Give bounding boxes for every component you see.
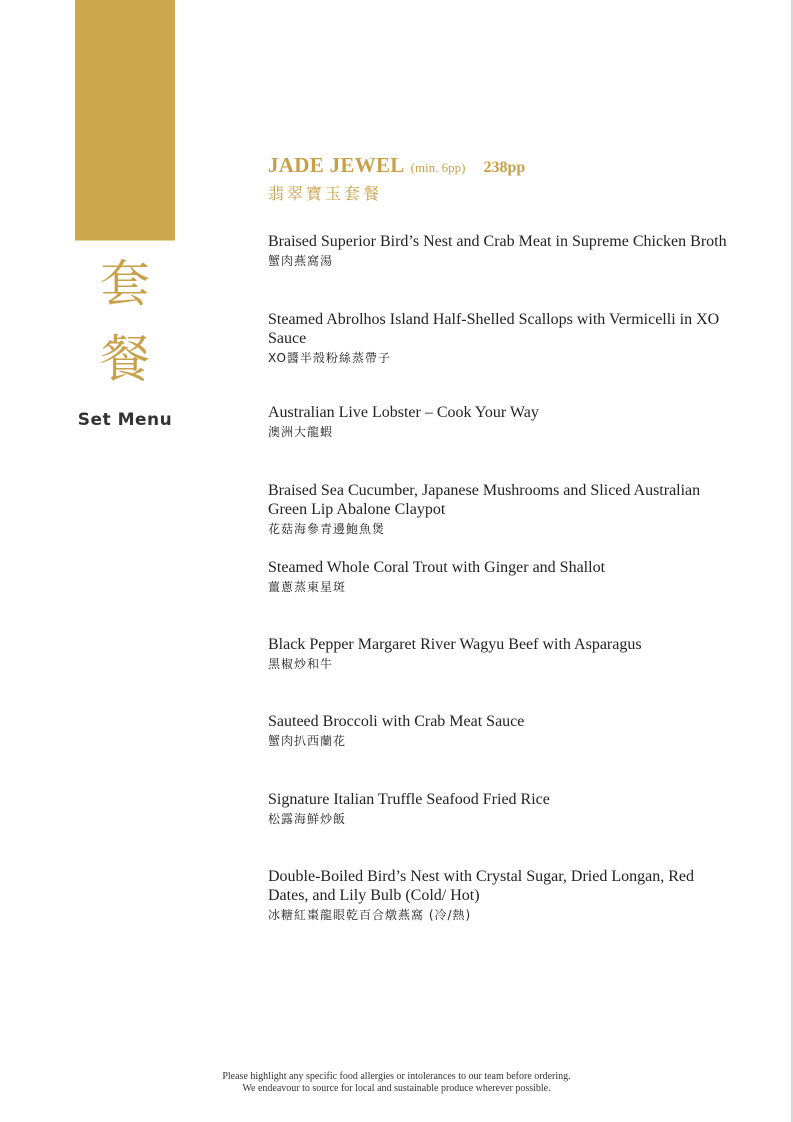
dish-name-zh: 花菇海參青邊鮑魚煲 <box>268 522 386 536</box>
dish-name-zh: 蟹肉燕窩湯 <box>268 254 334 268</box>
banner-divider <box>75 240 175 241</box>
footer-note <box>0 1071 793 1095</box>
dish-name-en: Double-Boiled Bird’s Nest with Crystal Sugar, Dried Longan, Red Dates, and Lily Bulb (Cold/ Hot) <box>268 868 694 904</box>
dish-name-en: Steamed Whole Coral Trout with Ginger and Shallot <box>268 559 606 576</box>
dish-name-zh: 澳洲大龍蝦 <box>268 425 334 439</box>
dish-name-zh: 蟹肉扒西蘭花 <box>268 734 347 748</box>
menu-name-zh: 翡翠寶玉套餐 <box>268 184 383 203</box>
dish-item <box>268 403 728 440</box>
sidebar-title-zh-1: 套 <box>100 255 150 313</box>
dish-name-en: Black Pepper Margaret River Wagyu Beef with Asparagus <box>268 636 642 653</box>
dish-item <box>268 790 728 827</box>
menu-name: JADE JEWEL <box>268 153 405 177</box>
menu-heading <box>268 153 525 178</box>
dish-name-zh: 松露海鮮炒飯 <box>268 812 347 826</box>
dish-name-zh: 薑蔥蒸東星斑 <box>268 580 347 594</box>
dish-item <box>268 310 728 366</box>
dish-name-zh: 黑椒炒和牛 <box>268 657 334 671</box>
dish-name-en: Signature Italian Truffle Seafood Fried Rice <box>268 791 550 808</box>
menu-min-guests: (min. 6pp) <box>410 160 466 175</box>
dish-item <box>268 558 728 595</box>
sidebar-title-zh-2: 餐 <box>100 330 150 388</box>
dish-name-zh: 冰糖紅棗龍眼乾百合燉燕窩 (冷/熱) <box>268 908 472 922</box>
sidebar-title-en: Set Menu <box>77 410 173 430</box>
footer-allergy-note: Please highlight any specific food allergies or intolerances to our team before ordering. <box>222 1071 571 1082</box>
dish-name-en: Steamed Abrolhos Island Half-Shelled Scallops with Vermicelli in XO Sauce <box>268 311 720 347</box>
footer-sustainability-note: We endeavour to source for local and sustainable produce wherever possible. <box>242 1083 551 1094</box>
dish-item <box>268 481 728 537</box>
dish-item <box>268 232 728 269</box>
dish-item <box>268 635 728 672</box>
gold-banner <box>75 0 175 240</box>
menu-price: 238pp <box>483 159 526 176</box>
dish-name-zh: XO醬半殼粉絲蒸帶子 <box>268 351 391 365</box>
dish-name-en: Australian Live Lobster – Cook Your Way <box>268 404 539 421</box>
dish-item <box>268 712 728 749</box>
dish-name-en: Braised Superior Bird’s Nest and Crab Meat in Supreme Chicken Broth <box>268 233 727 250</box>
dish-name-en: Sauteed Broccoli with Crab Meat Sauce <box>268 713 525 730</box>
dish-item <box>268 867 713 923</box>
dish-name-en: Braised Sea Cucumber, Japanese Mushrooms and Sliced Australian Green Lip Abalone Claypot <box>268 482 701 518</box>
